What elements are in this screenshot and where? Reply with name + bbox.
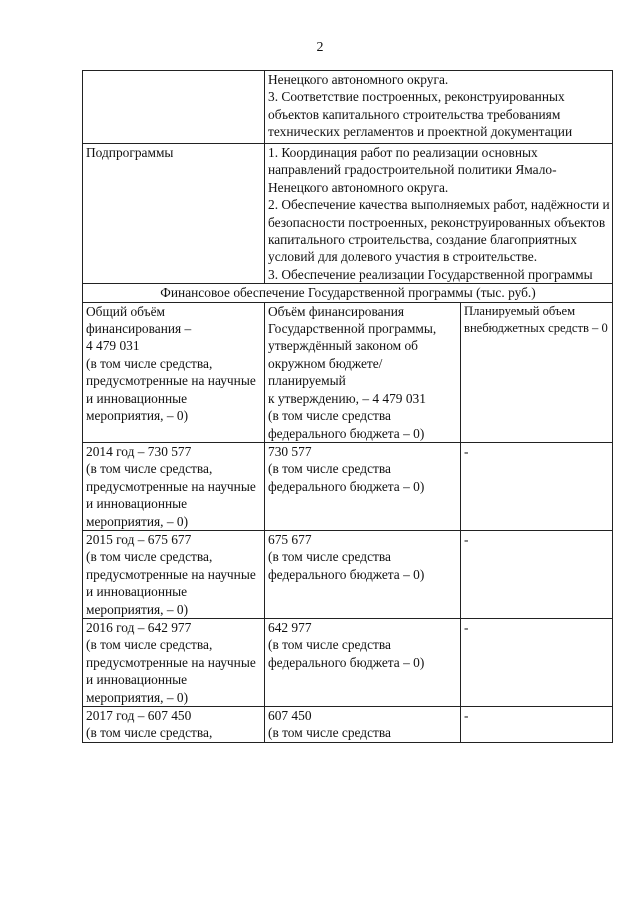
page-number: 2 xyxy=(316,40,324,55)
passport-row xyxy=(83,71,613,144)
finance-budget-cell: 642 977 (в том числе средства федерального бюджета – 0) xyxy=(265,618,461,706)
finance-extrabudget-cell: - xyxy=(461,442,613,530)
finance-row-total xyxy=(83,302,613,442)
finance-budget-cell: 675 677 (в том числе средства федерального бюджета – 0) xyxy=(265,530,461,618)
finance-row-2017 xyxy=(83,707,613,743)
finance-row-2016 xyxy=(83,618,613,706)
finance-row-2015 xyxy=(83,530,613,618)
finance-header-row xyxy=(83,284,613,302)
finance-budget-cell: 730 577 (в том числе средства федерального бюджета – 0) xyxy=(265,442,461,530)
finance-total-cell: 2016 год – 642 977 (в том числе средства, предусмотренные на научные и инновационные мероприятия, – 0) xyxy=(83,618,265,706)
program-passport-table xyxy=(82,70,613,743)
finance-budget-cell: 607 450 (в том числе средства xyxy=(265,707,461,743)
passport-value: Ненецкого автономного округа. 3. Соответствие построенных, реконструированных объектов капитального строительства требованиям технических регламентов и проектной документации xyxy=(265,71,613,144)
passport-label xyxy=(83,71,265,144)
passport-value: 1. Координация работ по реализации основных направлений градостроительной политики Ямало-Ненецкого автономного округа. 2. Обеспечение качества выполняемых работ, надёжности и безопасности построенных, реконструированных объектов капитального строительства, создание благоприятных условий для долевого участия в строительстве. 3. Обеспечение реализации Государственной программы xyxy=(265,144,613,284)
finance-extrabudget-cell: - xyxy=(461,707,613,743)
passport-row-subprograms xyxy=(83,144,613,284)
finance-row-2014 xyxy=(83,442,613,530)
passport-label: Подпрограммы xyxy=(83,144,265,284)
finance-total-cell: 2017 год – 607 450 (в том числе средства, xyxy=(83,707,265,743)
finance-total-cell: Общий объём финансирования – 4 479 031 (в том числе средства, предусмотренные на научные и инновационные мероприятия, – 0) xyxy=(83,302,265,442)
finance-extrabudget-cell: Планируемый объем внебюджетных средств – 0 xyxy=(461,302,613,442)
finance-header: Финансовое обеспечение Государственной программы (тыс. руб.) xyxy=(83,284,613,302)
finance-budget-cell: Объём финансирования Государственной программы, утверждённый законом об окружном бюджете/планируемый к утверждению, – 4 479 031 (в том числе средства федерального бюджета – 0) xyxy=(265,302,461,442)
finance-extrabudget-cell: - xyxy=(461,618,613,706)
finance-total-cell: 2015 год – 675 677 (в том числе средства, предусмотренные на научные и инновационные мероприятия, – 0) xyxy=(83,530,265,618)
finance-extrabudget-cell: - xyxy=(461,530,613,618)
finance-total-cell: 2014 год – 730 577 (в том числе средства, предусмотренные на научные и инновационные мероприятия, – 0) xyxy=(83,442,265,530)
